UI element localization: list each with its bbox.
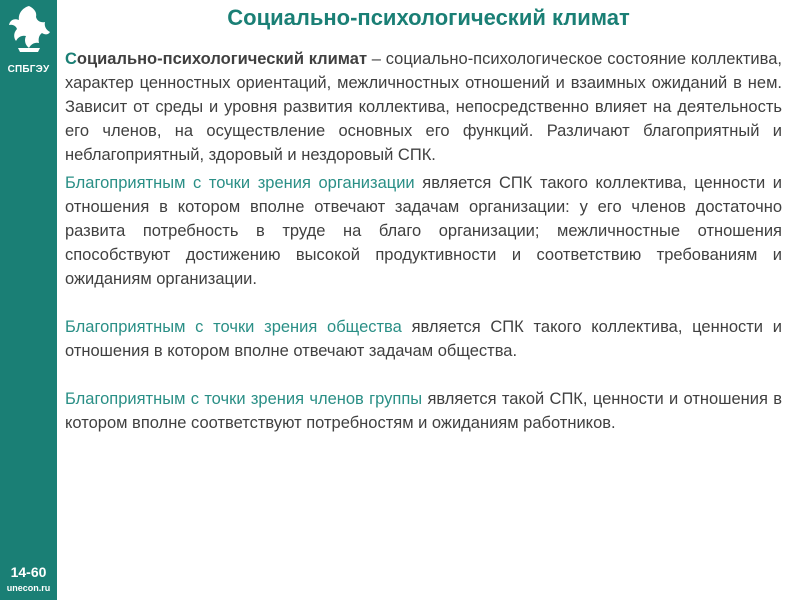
- intro-paragraph: [65, 47, 782, 167]
- logo-text: СПБГЭУ: [7, 64, 50, 75]
- paragraph-text: является такой СПК, ценности и отношения в котором вполне соответствуют потребностям и ожиданиям работников.: [65, 390, 782, 432]
- paragraph-society: [65, 315, 782, 363]
- paragraph-accent: Благоприятным с точки зрения членов группы: [65, 390, 423, 408]
- slide-number: 14-60: [10, 564, 47, 580]
- intro-first-letter: С: [65, 50, 77, 68]
- sidebar: [0, 0, 57, 600]
- slide-content: [65, 47, 782, 435]
- paragraph-text: является СПК такого коллектива, ценности и отношения в котором вполне отвечают задачам общества.: [65, 318, 782, 360]
- intro-term: оциально-психологический климат: [76, 50, 368, 68]
- site-link[interactable]: unecon.ru: [6, 583, 51, 593]
- paragraph-group: [65, 387, 782, 435]
- intro-body: – социально-психологическое состояние коллектива, характер ценностных ориентаций, межличностных отношений и взаимных ожиданий в нем. Зависит от среды и уровня развития коллектива, непосредственно влияет на деятельность его членов, на осуществление основных его функций. Различают благоприятный и неблагоприятный, здоровый и нездоровый СПК.: [65, 50, 782, 164]
- griffin-logo-icon: [4, 2, 54, 58]
- page-title: Социально-психологический климат: [227, 5, 630, 30]
- paragraph-accent: Благоприятным с точки зрения общества: [65, 318, 402, 336]
- paragraph-text: является СПК такого коллектива, ценности и отношения в котором вполне отвечают задачам организации: у его членов достаточно развита потребность в труде на благо организации; межличностные отношения способствуют достижению высокой продуктивности и соответствию требованиям и ожиданиям организации.: [65, 174, 782, 288]
- paragraph-accent: Благоприятным с точки зрения организации: [65, 174, 415, 192]
- paragraph-organization: [65, 171, 782, 291]
